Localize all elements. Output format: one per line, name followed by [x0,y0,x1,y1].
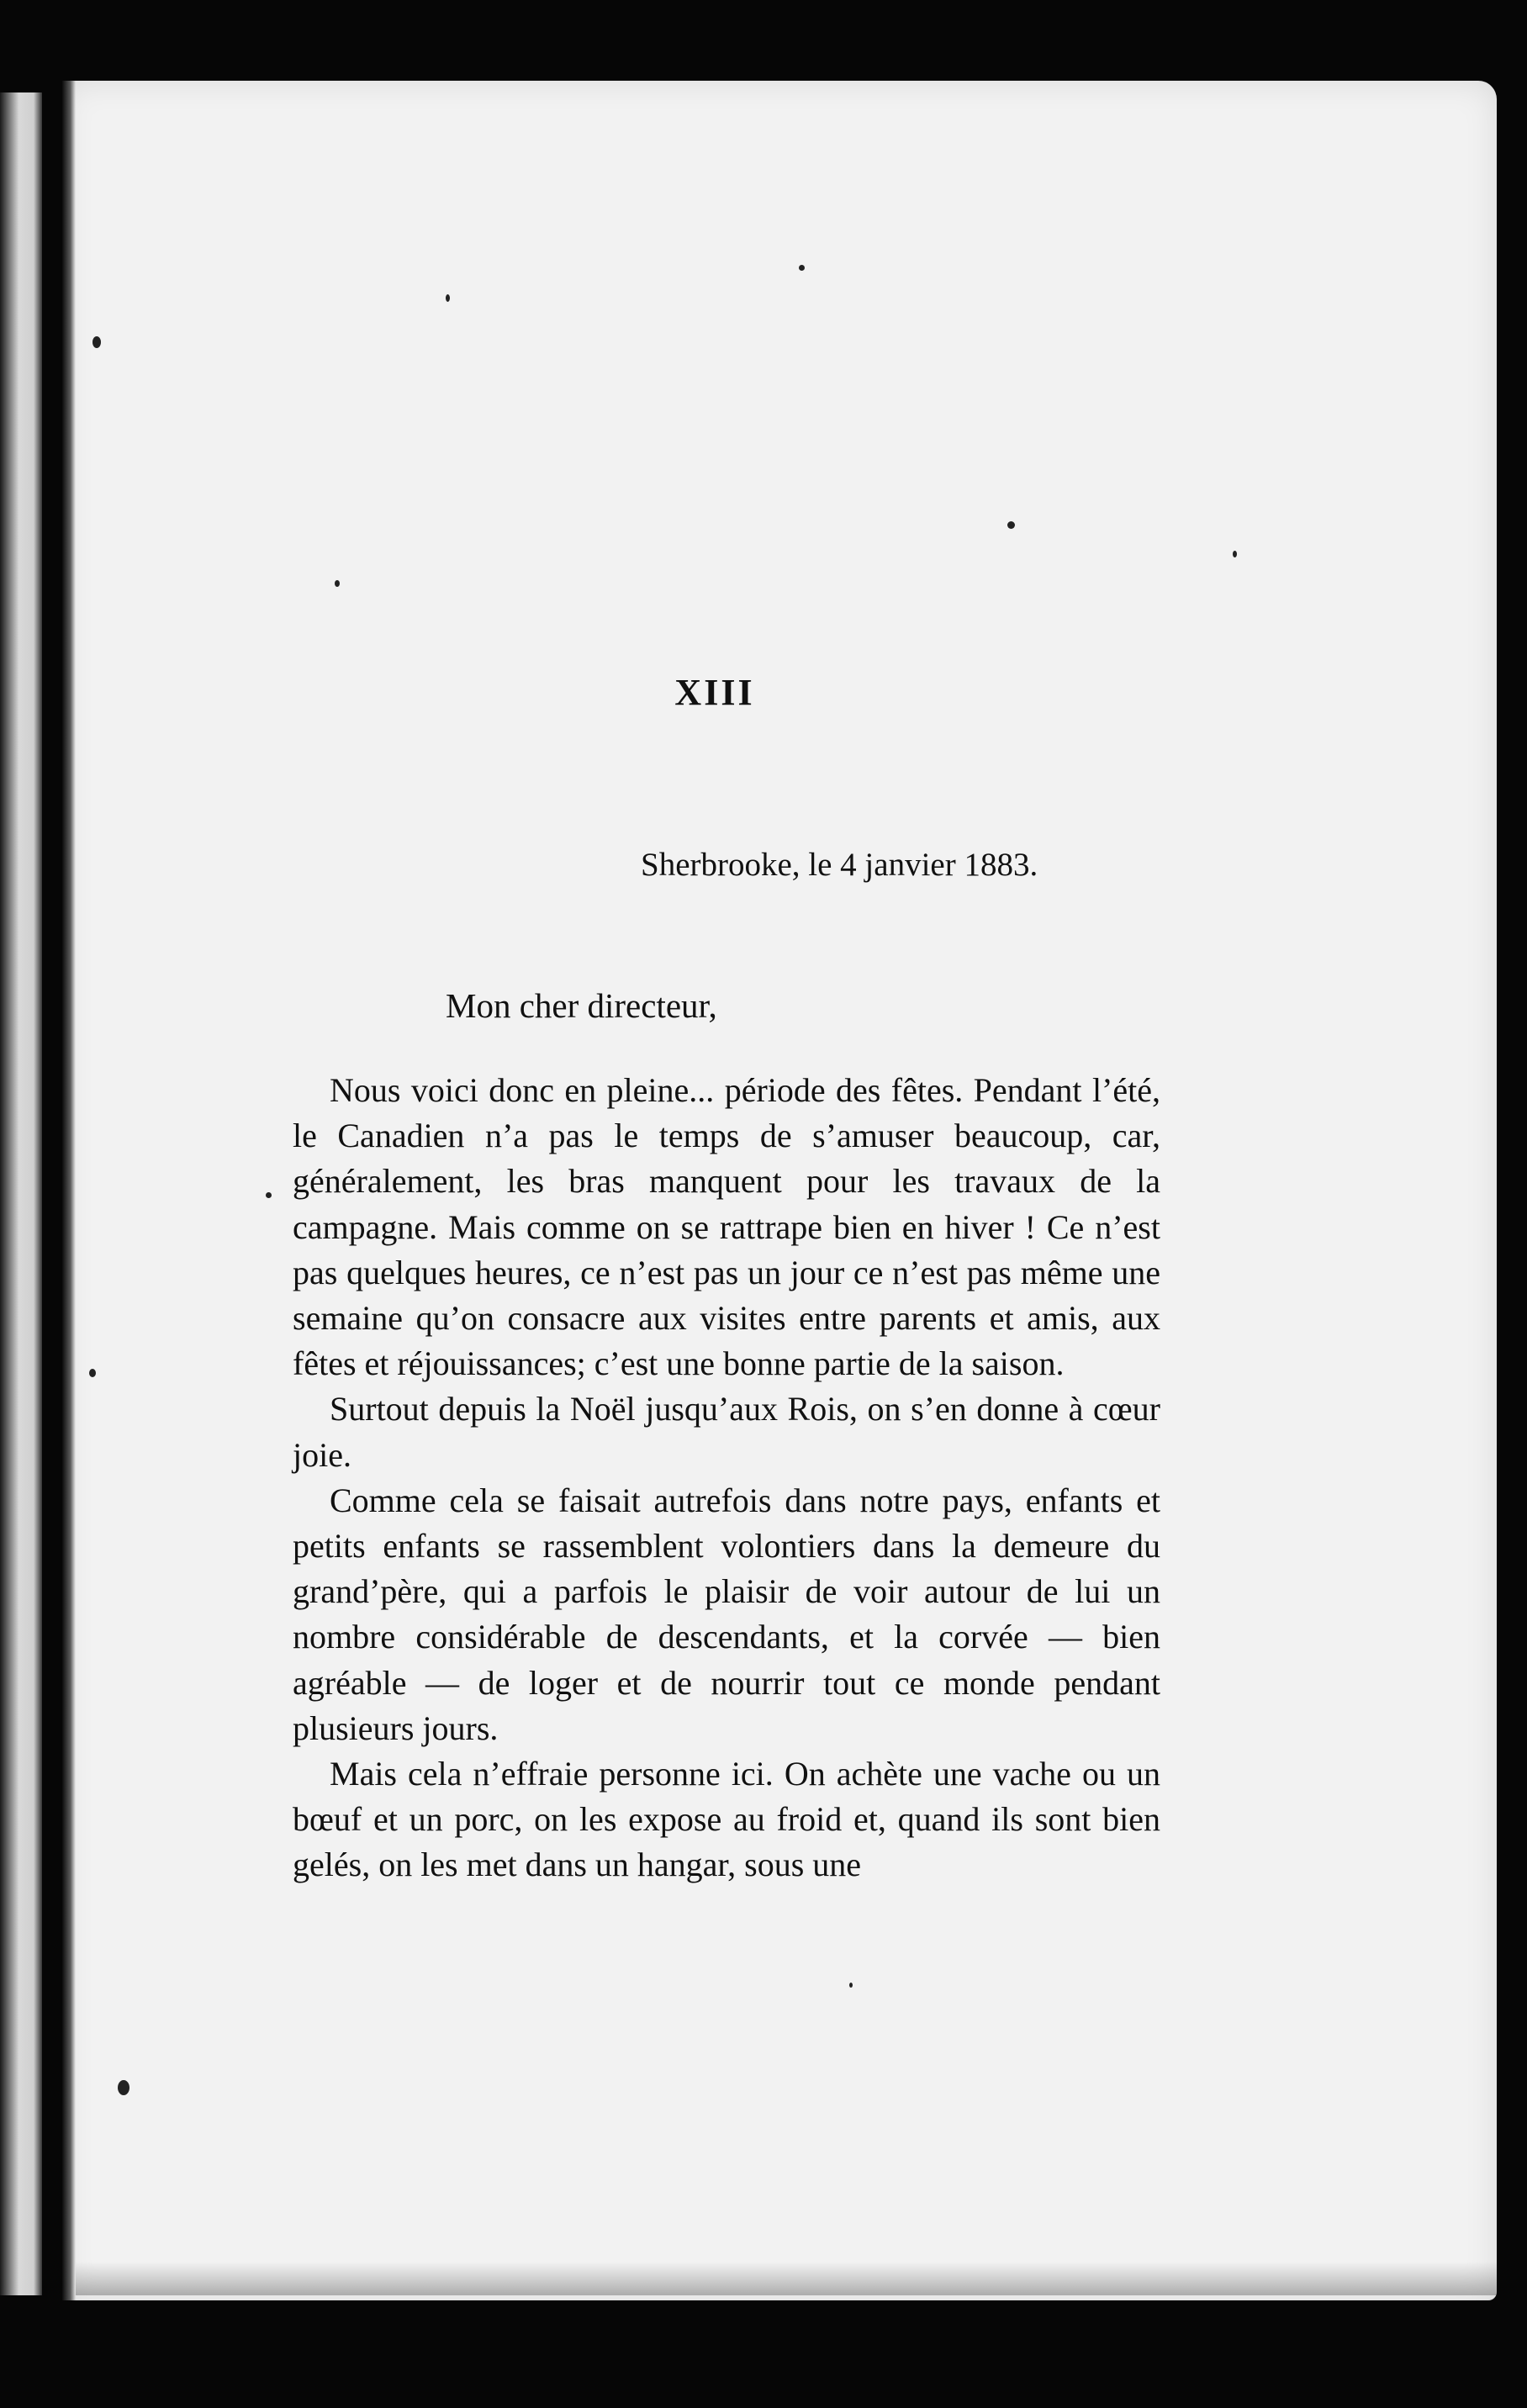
page-spine-shadow [62,81,76,2300]
scan-speck [799,265,805,271]
body-paragraph: Nous voici donc en pleine... période des fêtes. Pendant l’été, le Canadien n’a pas le temps de s’amuser beaucoup, car, généralement, les bras manquent pour les travaux de la campagne. Mais comme on se rattrape bien en hiver ! Ce n’est pas quelques heures, ce n’est pas un jour ce n’est pas même une semaine qu’on consacre aux visites entre parents et amis, aux fêtes et réjouissances; c’est une bonne partie de la saison. [293,1071,1160,1383]
body-paragraph: Comme cela se faisait autrefois dans notre pays, enfants et petits enfants se rassemblent volontiers dans la demeure du grand’père, qui a parfois le plaisir de voir autour de lui un nombre considérable de descendants, et la corvée — bien agréable — de loger et de nourrir tout ce monde pendant plusieurs jours. [293,1481,1160,1747]
scan-speck [849,1983,853,1988]
letter-salutation: Mon cher directeur, [446,986,717,1025]
letter-body [293,1068,1160,1888]
page-bottom-edge [76,2262,1497,2295]
scan-speck [89,1369,96,1377]
body-paragraph: Surtout depuis la Noël jusqu’aux Rois, on s’en donne à cœur joie. [293,1390,1160,1474]
scan-speck [266,1192,272,1198]
scan-speck [1007,521,1015,529]
letter-dateline: Sherbrooke, le 4 janvier 1883. [641,847,1038,883]
scan-speck [118,2080,129,2095]
scan-speck [335,580,340,587]
body-paragraph: Mais cela n’effraie personne ici. On achète une vache ou un bœuf et un porc, on les expose au froid et, quand ils sont bien gelés, on les met dans un hangar, sous une [293,1755,1160,1884]
scan-speck [446,294,450,302]
scan-speck [92,336,101,348]
scan-speck [1233,551,1237,557]
previous-page-edge [0,92,42,2295]
chapter-number: XIII [674,672,755,713]
